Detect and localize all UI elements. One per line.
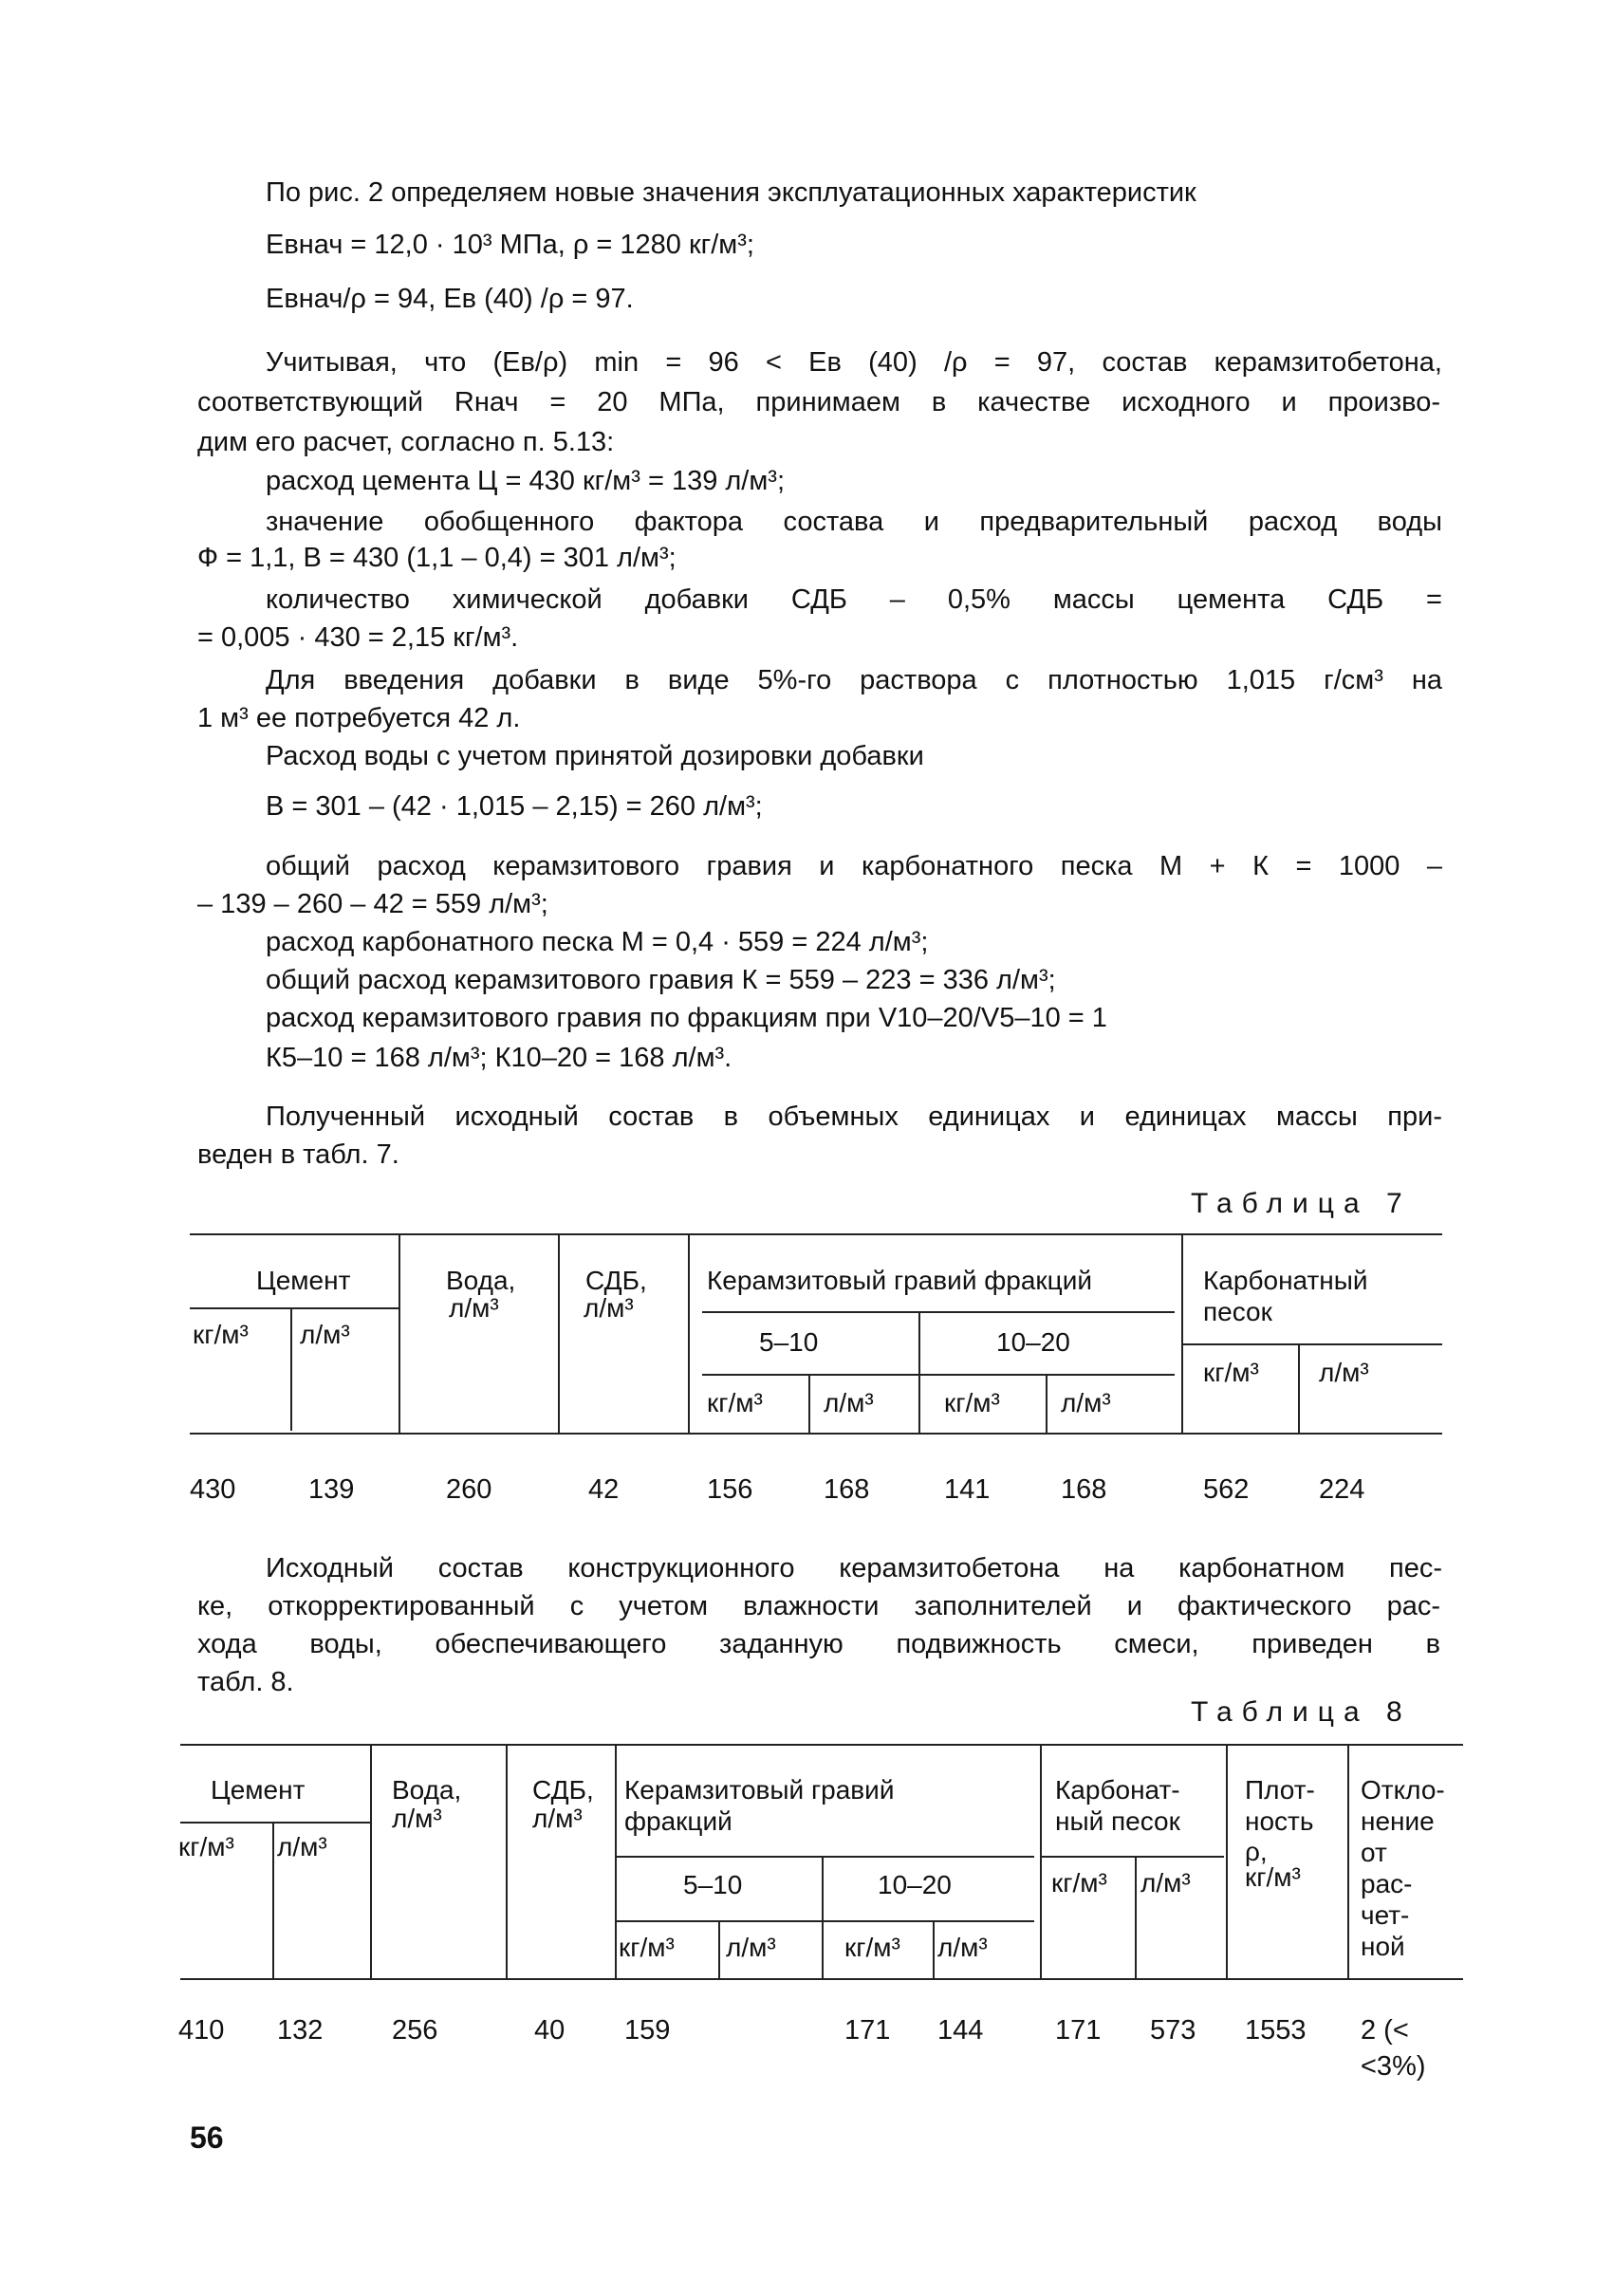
table8-vrule <box>1347 1744 1349 1978</box>
table8-caption: Таблица 8 <box>1191 1696 1412 1728</box>
table7-gravel-rule <box>702 1311 1175 1313</box>
table8-vrule <box>615 1744 617 1978</box>
table7-header-sand: Карбонатный <box>1203 1266 1368 1295</box>
table7-header-l: л/м³ <box>1061 1388 1111 1417</box>
calc-gravel: общий расход керамзитового гравия К = 559 – 223 = 336 л/м³; <box>266 965 1056 995</box>
table7-caption: Таблица 7 <box>1191 1188 1412 1219</box>
calc-factor-line: Ф = 1,1, В = 430 (1,1 – 0,4) = 301 л/м³; <box>197 543 677 573</box>
table7-header-sdb-unit: л/м³ <box>584 1293 634 1323</box>
table8-value: 159 <box>624 2015 671 2046</box>
calc-additive-line: = 0,005 · 430 = 2,15 кг/м³. <box>197 622 519 653</box>
table8-header-kg: кг/м³ <box>178 1832 234 1861</box>
table8-header-deviation: от <box>1361 1838 1387 1867</box>
table7-vrule <box>1046 1376 1048 1433</box>
table8-header-l: л/м³ <box>726 1933 776 1962</box>
calc-additive-line: количество химической добавки СДБ – 0,5% массы цемента СДБ = <box>266 584 1442 615</box>
calc-cement: расход цемента Ц = 430 кг/м³ = 139 л/м³; <box>266 466 786 496</box>
table7-vrule <box>399 1233 400 1433</box>
calc-water-formula: В = 301 – (42 · 1,015 – 2,15) = 260 л/м³; <box>266 791 763 822</box>
table8-value: 1553 <box>1245 2015 1307 2046</box>
table8-header-cement: Цемент <box>211 1775 306 1805</box>
paragraph-line: Учитывая, что (Eв/ρ) min = 96 < Eв (40) /ρ = 97, состав керамзитобетона, <box>266 347 1442 378</box>
calc-solution-line: 1 м³ ее потребуется 42 л. <box>197 703 521 733</box>
table7-vrule <box>808 1376 810 1433</box>
table7-vrule <box>290 1309 292 1431</box>
table7-header-water: Вода, <box>446 1266 516 1295</box>
table8-vrule <box>506 1744 508 1978</box>
table8-header-sand: Карбонат- <box>1055 1775 1180 1805</box>
table7-header-gravel: Керамзитовый гравий фракций <box>707 1266 1092 1295</box>
calc-total-line: общий расход керамзитового гравия и карбонатного песка М + К = 1000 – <box>266 851 1442 881</box>
table7-vrule <box>1181 1233 1183 1433</box>
table8-value: 144 <box>937 2015 984 2046</box>
table8-vrule <box>370 1744 372 1978</box>
table8-header-sdb-unit: л/м³ <box>532 1804 583 1833</box>
table7-cement-rule <box>190 1307 399 1309</box>
table7-vrule <box>1298 1345 1300 1433</box>
table8-value: 256 <box>392 2015 438 2046</box>
table8-header-kg: кг/м³ <box>844 1933 900 1962</box>
table7-header-l: л/м³ <box>1319 1358 1369 1387</box>
table7-value: 141 <box>944 1474 991 1505</box>
table7-value: 260 <box>446 1474 492 1505</box>
table7-value: 430 <box>190 1474 236 1505</box>
table8-vrule <box>933 1922 935 1978</box>
table7-vrule <box>558 1233 560 1433</box>
table8-header-sand: ный песок <box>1055 1806 1180 1836</box>
table7-value: 139 <box>308 1474 355 1505</box>
table8-deviation-value: <3%) <box>1361 2051 1426 2082</box>
table7-header-cement: Цемент <box>256 1266 351 1295</box>
paragraph-line: Полученный исходный состав в объемных единицах и единицах массы при- <box>266 1102 1442 1132</box>
table7-fraction-rule <box>702 1374 1175 1376</box>
table7-value: 42 <box>588 1474 620 1505</box>
calc-fraction-line: расход керамзитового гравия по фракциям при V10–20/V5–10 = 1 <box>266 1003 1107 1033</box>
paragraph-line: дим его расчет, согласно п. 5.13: <box>197 427 615 457</box>
table7-header-water-unit: л/м³ <box>449 1293 499 1323</box>
table7-header-kg: кг/м³ <box>1203 1358 1259 1387</box>
table7-sand-rule <box>1181 1343 1442 1345</box>
table8-header-deviation: нение <box>1361 1806 1435 1836</box>
table8-header-kg: кг/м³ <box>1051 1868 1107 1898</box>
table7-value: 168 <box>1061 1474 1107 1505</box>
table7-value: 224 <box>1319 1474 1365 1505</box>
table8-value: 171 <box>844 2015 891 2046</box>
table8-vrule <box>718 1922 720 1978</box>
table8-header-density: кг/м³ <box>1245 1862 1301 1892</box>
table7-header-l: л/м³ <box>824 1388 874 1417</box>
table8-header-l: л/м³ <box>937 1933 988 1962</box>
table8-header-fraction-10-20: 10–20 <box>878 1870 952 1899</box>
table8-header-sdb: СДБ, <box>532 1775 594 1805</box>
intro-line: По рис. 2 определяем новые значения эксплуатационных характеристик <box>266 177 1196 208</box>
calc-factor-line: значение обобщенного фактора состава и предварительный расход воды <box>266 507 1442 537</box>
calc-solution-line: Для введения добавки в виде 5%-го раствора с плотностью 1,015 г/см³ на <box>266 665 1442 695</box>
table7-header-bottom-rule <box>190 1433 1442 1435</box>
table8-vrule <box>1226 1744 1228 1978</box>
paragraph-line: табл. 8. <box>197 1667 294 1697</box>
table8-header-deviation: рас- <box>1361 1869 1413 1898</box>
table8-header-deviation: ной <box>1361 1932 1405 1961</box>
paragraph-line: ке, откорректированный с учетом влажности заполнителей и фактического рас- <box>197 1591 1440 1621</box>
table7-header-sand: песок <box>1203 1297 1272 1326</box>
table8-header-gravel: фракций <box>624 1806 732 1836</box>
table8-vrule <box>1040 1744 1042 1978</box>
table8-header-l: л/м³ <box>277 1832 327 1861</box>
table8-vrule <box>272 1824 274 1978</box>
table8-header-kg: кг/м³ <box>619 1933 675 1962</box>
formula-ratio: Eвнач/ρ = 94, Eв (40) /ρ = 97. <box>266 284 634 314</box>
paragraph-line: хода воды, обеспечивающего заданную подвижность смеси, приведен в <box>197 1629 1440 1659</box>
table7-header-kg: кг/м³ <box>193 1320 249 1349</box>
table8-vrule <box>1135 1858 1137 1978</box>
table8-header-water: Вода, <box>392 1775 462 1805</box>
table8-gravel-rule <box>617 1856 1034 1858</box>
calc-fraction-line: К5–10 = 168 л/м³; К10–20 = 168 л/м³. <box>266 1043 732 1073</box>
table7-top-rule <box>190 1233 1442 1235</box>
table7-header-l: л/м³ <box>300 1320 350 1349</box>
table7-vrule <box>688 1233 690 1433</box>
table8-header-gravel: Керамзитовый гравий <box>624 1775 895 1805</box>
table8-header-fraction-5-10: 5–10 <box>683 1870 743 1899</box>
table8-value: 40 <box>534 2015 565 2046</box>
table8-header-density: ρ, <box>1245 1837 1268 1866</box>
table8-value: 132 <box>277 2015 324 2046</box>
table8-header-water-unit: л/м³ <box>392 1804 442 1833</box>
table8-header-l: л/м³ <box>1140 1868 1191 1898</box>
table8-fraction-rule <box>617 1920 1034 1922</box>
calc-water-intro: Расход воды с учетом принятой дозировки добавки <box>266 741 924 771</box>
table7-header-kg: кг/м³ <box>944 1388 1000 1417</box>
table7-value: 168 <box>824 1474 870 1505</box>
table8-header-density: ность <box>1245 1806 1314 1836</box>
table7-header-sdb: СДБ, <box>585 1266 647 1295</box>
paragraph-line: Исходный состав конструкционного керамзитобетона на карбонатном пес- <box>266 1553 1442 1583</box>
table8-value: 573 <box>1150 2015 1196 2046</box>
paragraph-line: веден в табл. 7. <box>197 1139 399 1170</box>
table8-header-deviation: чет- <box>1361 1900 1410 1930</box>
table7-value: 156 <box>707 1474 753 1505</box>
table8-cement-rule <box>180 1822 370 1824</box>
table8-header-density: Плот- <box>1245 1775 1315 1805</box>
table8-vrule <box>822 1858 824 1978</box>
table8-deviation-value: 2 (< <box>1361 2015 1409 2046</box>
table7-header-fraction-5-10: 5–10 <box>759 1327 819 1357</box>
formula-initial-modulus: Eвнач = 12,0 · 10³ МПа, ρ = 1280 кг/м³; <box>266 230 754 260</box>
paragraph-line: соответствующий Rнач = 20 МПа, принимаем в качестве исходного и произво- <box>197 387 1440 417</box>
table7-header-kg: кг/м³ <box>707 1388 763 1417</box>
page-number: 56 <box>190 2120 224 2155</box>
table7-vrule <box>918 1313 920 1433</box>
table7-value: 562 <box>1203 1474 1250 1505</box>
table7-header-fraction-10-20: 10–20 <box>996 1327 1070 1357</box>
table8-top-rule <box>180 1744 1463 1746</box>
table8-header-bottom-rule <box>180 1978 1463 1980</box>
calc-sand: расход карбонатного песка М = 0,4 · 559 = 224 л/м³; <box>266 927 929 957</box>
table8-value: 410 <box>178 2015 225 2046</box>
table8-header-deviation: Откло- <box>1361 1775 1445 1805</box>
calc-total-line: – 139 – 260 – 42 = 559 л/м³; <box>197 889 548 919</box>
table8-sand-rule <box>1042 1856 1224 1858</box>
table8-value: 171 <box>1055 2015 1102 2046</box>
